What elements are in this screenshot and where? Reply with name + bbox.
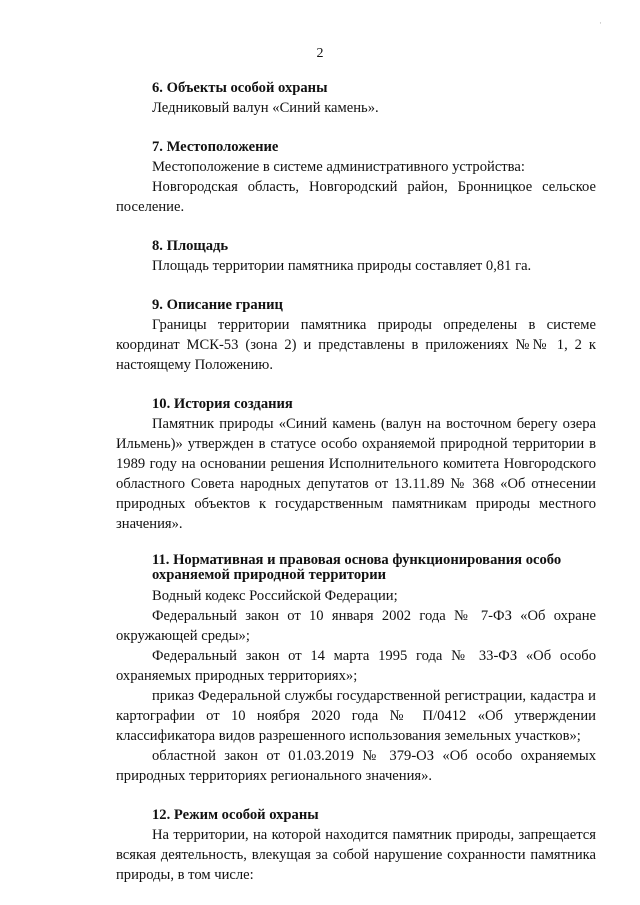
paragraph: Федеральный закон от 10 января 2002 года № 7-ФЗ «Об охране окружающей среды»; bbox=[116, 608, 596, 644]
section-legal-basis bbox=[116, 553, 596, 786]
section-heading: 6. Объекты особой охраны bbox=[152, 80, 328, 96]
section-protected-objects bbox=[116, 78, 596, 118]
paragraph: На территории, на которой находится памятник природы, запрещается всякая деятельность, влекущая за собой нарушение сохранности памятника природы, в том числе: bbox=[116, 827, 596, 883]
section-boundaries bbox=[116, 295, 596, 375]
paragraph: Ледниковый валун «Синий камень». bbox=[152, 100, 379, 116]
section-protection-regime bbox=[116, 805, 596, 885]
section-history bbox=[116, 394, 596, 534]
document-body bbox=[116, 78, 596, 904]
section-heading: 10. История создания bbox=[152, 396, 293, 412]
section-location bbox=[116, 137, 596, 217]
section-heading: 9. Описание границ bbox=[152, 297, 283, 313]
section-heading: 7. Местоположение bbox=[152, 139, 279, 155]
paragraph: Памятник природы «Синий камень (валун на восточном берегу озера Ильмень)» утвержден в статусе особо охраняемой природной территории в 1989 году на основании решения Исполнительного комитета Новгородского областного Совета народных депутатов от 13.11.89 № 368 «Об отнесении природных объектов к государственным памятникам природы местного значения». bbox=[116, 416, 596, 532]
paragraph: приказ Федеральной службы государственной регистрации, кадастра и картографии от 10 ноября 2020 года № П/0412 «Об утверждении классификатора видов разрешенного использования земельных участков»; bbox=[116, 688, 596, 744]
paragraph: Водный кодекс Российской Федерации; bbox=[152, 588, 398, 604]
corner-mark: · bbox=[599, 18, 602, 28]
paragraph: Местоположение в системе административного устройства: bbox=[152, 159, 525, 175]
paragraph: областной закон от 01.03.2019 № 379-ОЗ «Об особо охраняемых природных территориях регионального значения». bbox=[116, 748, 596, 784]
paragraph: Границы территории памятника природы определены в системе координат МСК-53 (зона 2) и представлены в приложениях №№ 1, 2 к настоящему Положению. bbox=[116, 317, 596, 373]
page-number: 2 bbox=[316, 46, 324, 61]
section-area bbox=[116, 236, 596, 276]
section-heading: 11. Нормативная и правовая основа функционирования особо охраняемой природной территории bbox=[152, 552, 562, 583]
paragraph: Новгородская область, Новгородский район, Бронницкое сельское поселение. bbox=[116, 179, 596, 215]
paragraph: Федеральный закон от 14 марта 1995 года № 33-ФЗ «Об особо охраняемых природных территориях»; bbox=[116, 648, 596, 684]
section-heading: 8. Площадь bbox=[152, 238, 229, 254]
paragraph: Площадь территории памятника природы составляет 0,81 га. bbox=[152, 258, 532, 274]
section-heading: 12. Режим особой охраны bbox=[152, 807, 319, 823]
